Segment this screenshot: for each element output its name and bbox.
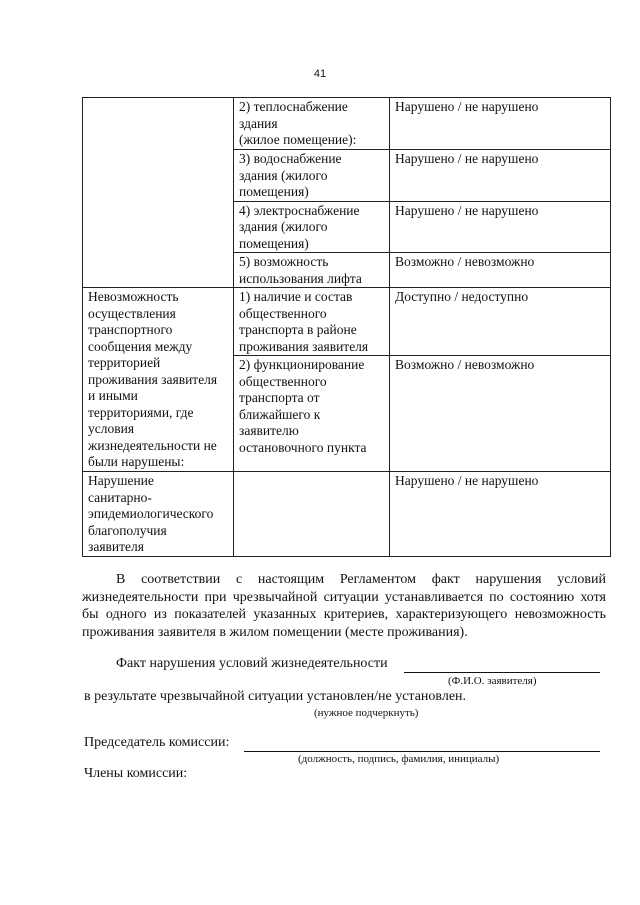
status-cell: Возможно / невозможно — [390, 356, 611, 472]
applicant-name-blank — [404, 672, 600, 673]
indicator-cell — [234, 472, 390, 557]
criteria-table — [82, 97, 611, 557]
criterion-cell: Невозможность осуществления транспортного сообщения между территорией проживания заявителя и иными территориями, где условия жизнедеятельности не были нарушены: — [83, 288, 234, 472]
indicator-cell: 2) теплоснабжение здания (жилое помещение): — [234, 98, 390, 150]
chairman-hint: (должность, подпись, фамилия, инициалы) — [298, 753, 500, 765]
status-cell: Нарушено / не нарушено — [390, 150, 611, 202]
status-cell: Возможно / невозможно — [390, 253, 611, 288]
indicator-cell: 4) электроснабжение здания (жилого помещения) — [234, 201, 390, 253]
underline-hint: (нужное подчеркнуть) — [314, 707, 419, 719]
table-row — [83, 98, 611, 150]
status-cell: Нарушено / не нарушено — [390, 98, 611, 150]
fact-line-label: Факт нарушения условий жизнедеятельности — [116, 656, 388, 671]
table-row — [83, 288, 611, 356]
status-cell: Нарушено / не нарушено — [390, 472, 611, 557]
indicator-cell: 2) функционирование общественного транспорта от ближайшего к заявителю остановочного пункта — [234, 356, 390, 472]
chairman-signature-blank — [244, 751, 600, 752]
page-number: 41 — [313, 68, 327, 80]
regulation-paragraph: В соответствии с настоящим Регламентом факт нарушения условий жизнедеятельности при чрезвычайной ситуации устанавливается по состоянию хотя бы одного из показателей указанных критериев, характеризующего невозможность проживания заявителя в жилом помещении (месте проживания). — [82, 572, 606, 640]
criterion-cell — [83, 98, 234, 288]
result-line: в результате чрезвычайной ситуации установлен/не установлен. — [84, 689, 467, 704]
members-label: Члены комиссии: — [84, 766, 188, 781]
chairman-label: Председатель комиссии: — [84, 735, 230, 750]
status-cell: Доступно / недоступно — [390, 288, 611, 356]
status-cell: Нарушено / не нарушено — [390, 201, 611, 253]
fio-hint: (Ф.И.О. заявителя) — [448, 675, 537, 687]
table-row — [83, 472, 611, 557]
indicator-cell: 3) водоснабжение здания (жилого помещения) — [234, 150, 390, 202]
indicator-cell: 1) наличие и состав общественного транспорта в районе проживания заявителя — [234, 288, 390, 356]
criterion-cell: Нарушение санитарно- эпидемиологического благополучия заявителя — [83, 472, 234, 557]
indicator-cell: 5) возможность использования лифта — [234, 253, 390, 288]
